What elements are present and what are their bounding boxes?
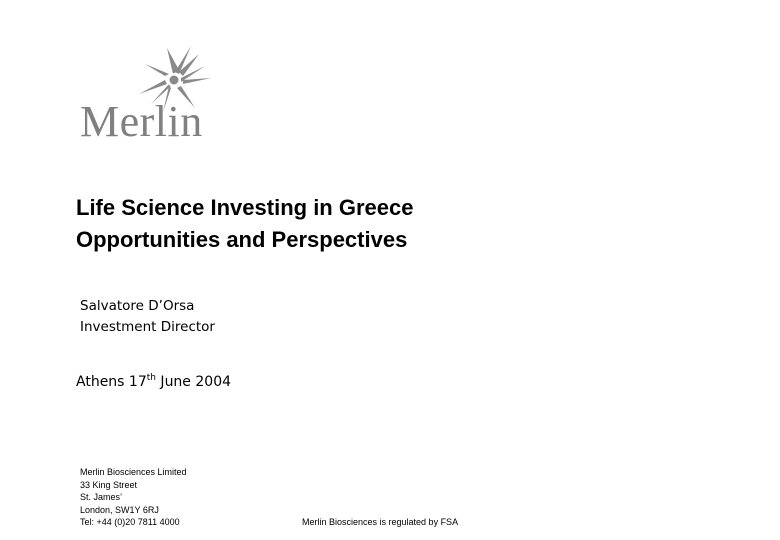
event-date-prefix: Athens 17 bbox=[76, 374, 147, 390]
presentation-title bbox=[76, 192, 413, 256]
event-date-suffix: June 2004 bbox=[155, 374, 232, 390]
presenter-block bbox=[80, 296, 215, 338]
regulation-notice: Merlin Biosciences is regulated by FSA bbox=[302, 517, 459, 527]
company-address bbox=[80, 466, 187, 529]
presenter-role: Investment Director bbox=[80, 319, 215, 335]
address-line: St. James’ bbox=[80, 492, 123, 502]
merlin-logo bbox=[80, 44, 230, 154]
presenter-name: Salvatore D’Orsa bbox=[80, 298, 195, 314]
event-date-ordinal: th bbox=[146, 373, 156, 383]
event-date bbox=[76, 374, 231, 390]
address-line: 33 King Street bbox=[80, 479, 138, 490]
title-line-2: Opportunities and Perspectives bbox=[76, 227, 408, 252]
title-line-1: Life Science Investing in Greece bbox=[76, 195, 414, 220]
address-line: Tel: +44 (0)20 7811 4000 bbox=[80, 517, 180, 527]
address-line: London, SW1Y 6RJ bbox=[80, 504, 159, 515]
address-line: Merlin Biosciences Limited bbox=[80, 467, 187, 477]
logo-wordmark: Merlin bbox=[80, 97, 203, 146]
